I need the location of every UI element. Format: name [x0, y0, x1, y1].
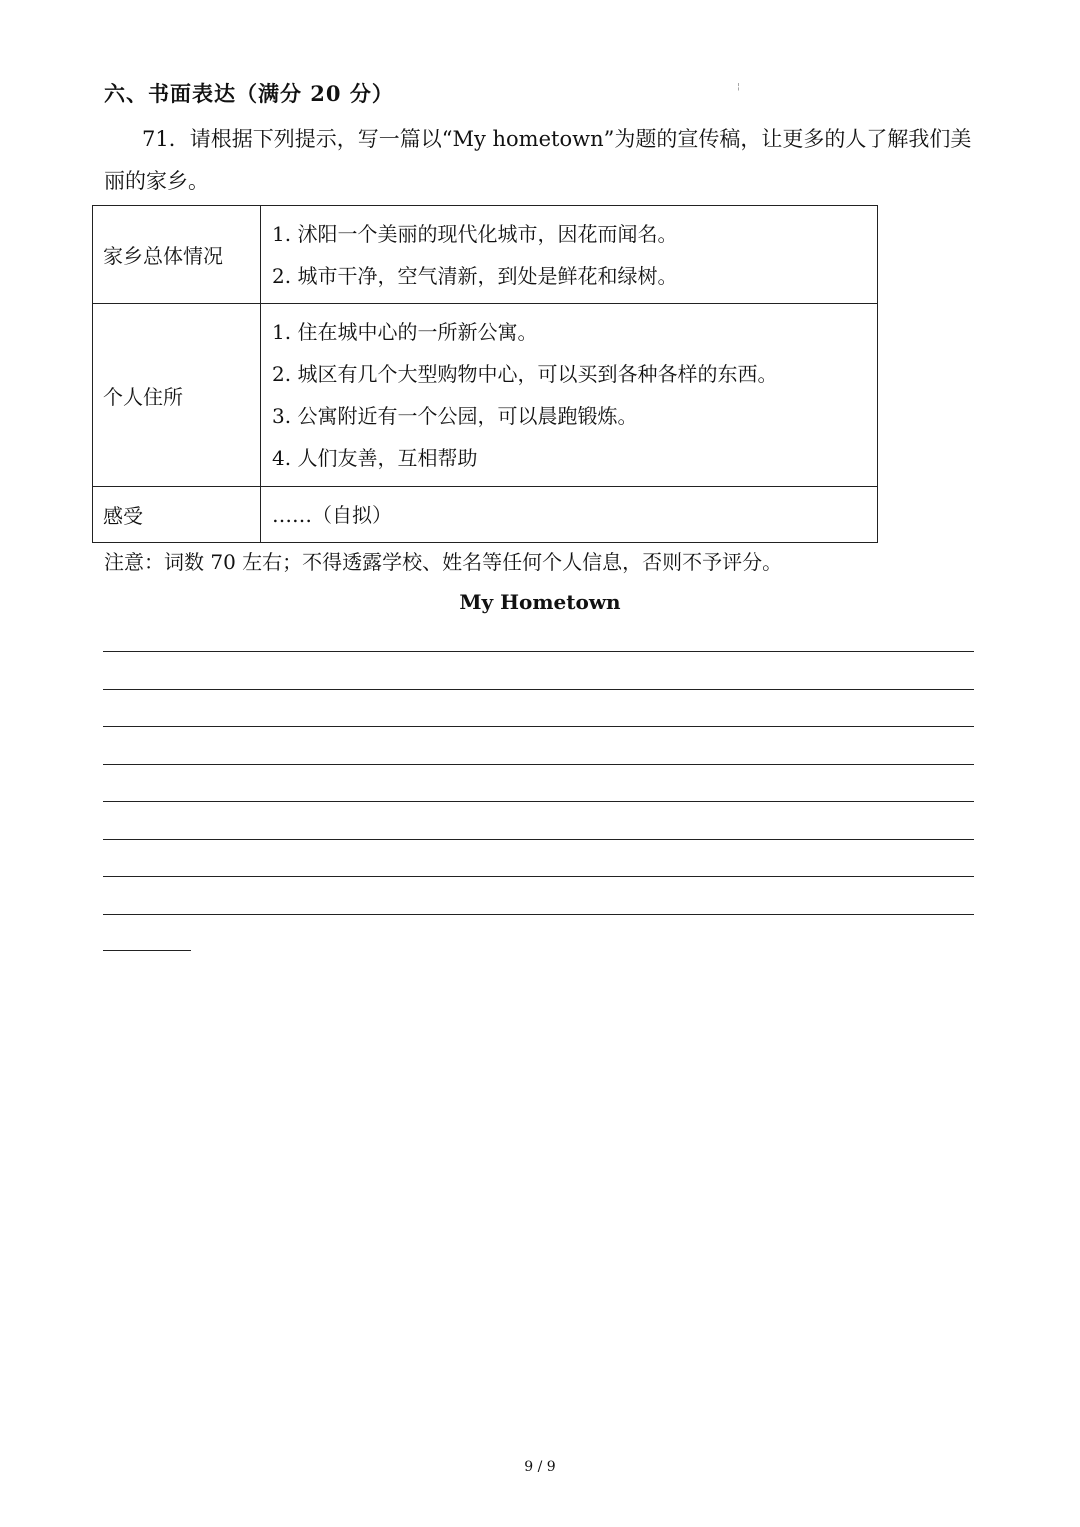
note-text: 注意：词数 70 左右；不得透露学校、姓名等任何个人信息，否则不予评分。 — [104, 550, 783, 574]
page-number: 9 / 9 — [524, 1459, 556, 1475]
table-row-hometown-overview — [93, 206, 878, 304]
writing-line[interactable] — [103, 839, 974, 840]
list-item: 2. 城市干净，空气清新，到处是鲜花和绿树。 — [272, 263, 678, 288]
table-row-residence — [93, 304, 878, 487]
writing-line[interactable] — [103, 914, 974, 915]
short-writing-line[interactable] — [103, 950, 191, 951]
row-label: 感受 — [93, 487, 261, 543]
row-content — [261, 304, 878, 487]
row-content — [261, 487, 878, 543]
list-item: 1. 住在城中心的一所新公寓。 — [272, 320, 538, 344]
writing-line[interactable] — [103, 876, 974, 877]
table-row-feelings — [93, 487, 878, 543]
list-item: 3. 公寓附近有一个公园，可以晨跑锻炼。 — [272, 404, 638, 428]
scan-mark: ¦ — [737, 82, 740, 91]
writing-line[interactable] — [103, 689, 974, 690]
writing-line[interactable] — [103, 726, 974, 727]
list-item: 4. 人们友善，互相帮助 — [272, 446, 478, 470]
prompt-table — [92, 205, 878, 543]
list-item: 1. 沭阳一个美丽的现代化城市，因花而闻名。 — [272, 221, 678, 246]
writing-line[interactable] — [103, 651, 974, 652]
row-label: 个人住所 — [93, 304, 261, 487]
writing-line[interactable] — [103, 801, 974, 802]
writing-line[interactable] — [103, 764, 974, 765]
row-content — [261, 206, 878, 304]
section-heading: 六、书面表达（满分 20 分） — [104, 81, 394, 106]
row-label: 家乡总体情况 — [93, 206, 261, 304]
question-prompt: 71．请根据下列提示，写一篇以“My hometown”为题的宣传稿，让更多的人了解我们美丽的家乡。 — [104, 127, 972, 193]
list-item: ……（自拟） — [272, 502, 392, 527]
list-item: 2. 城区有几个大型购物中心，可以买到各种各样的东西。 — [272, 362, 778, 386]
essay-title: My Hometown — [459, 590, 621, 614]
